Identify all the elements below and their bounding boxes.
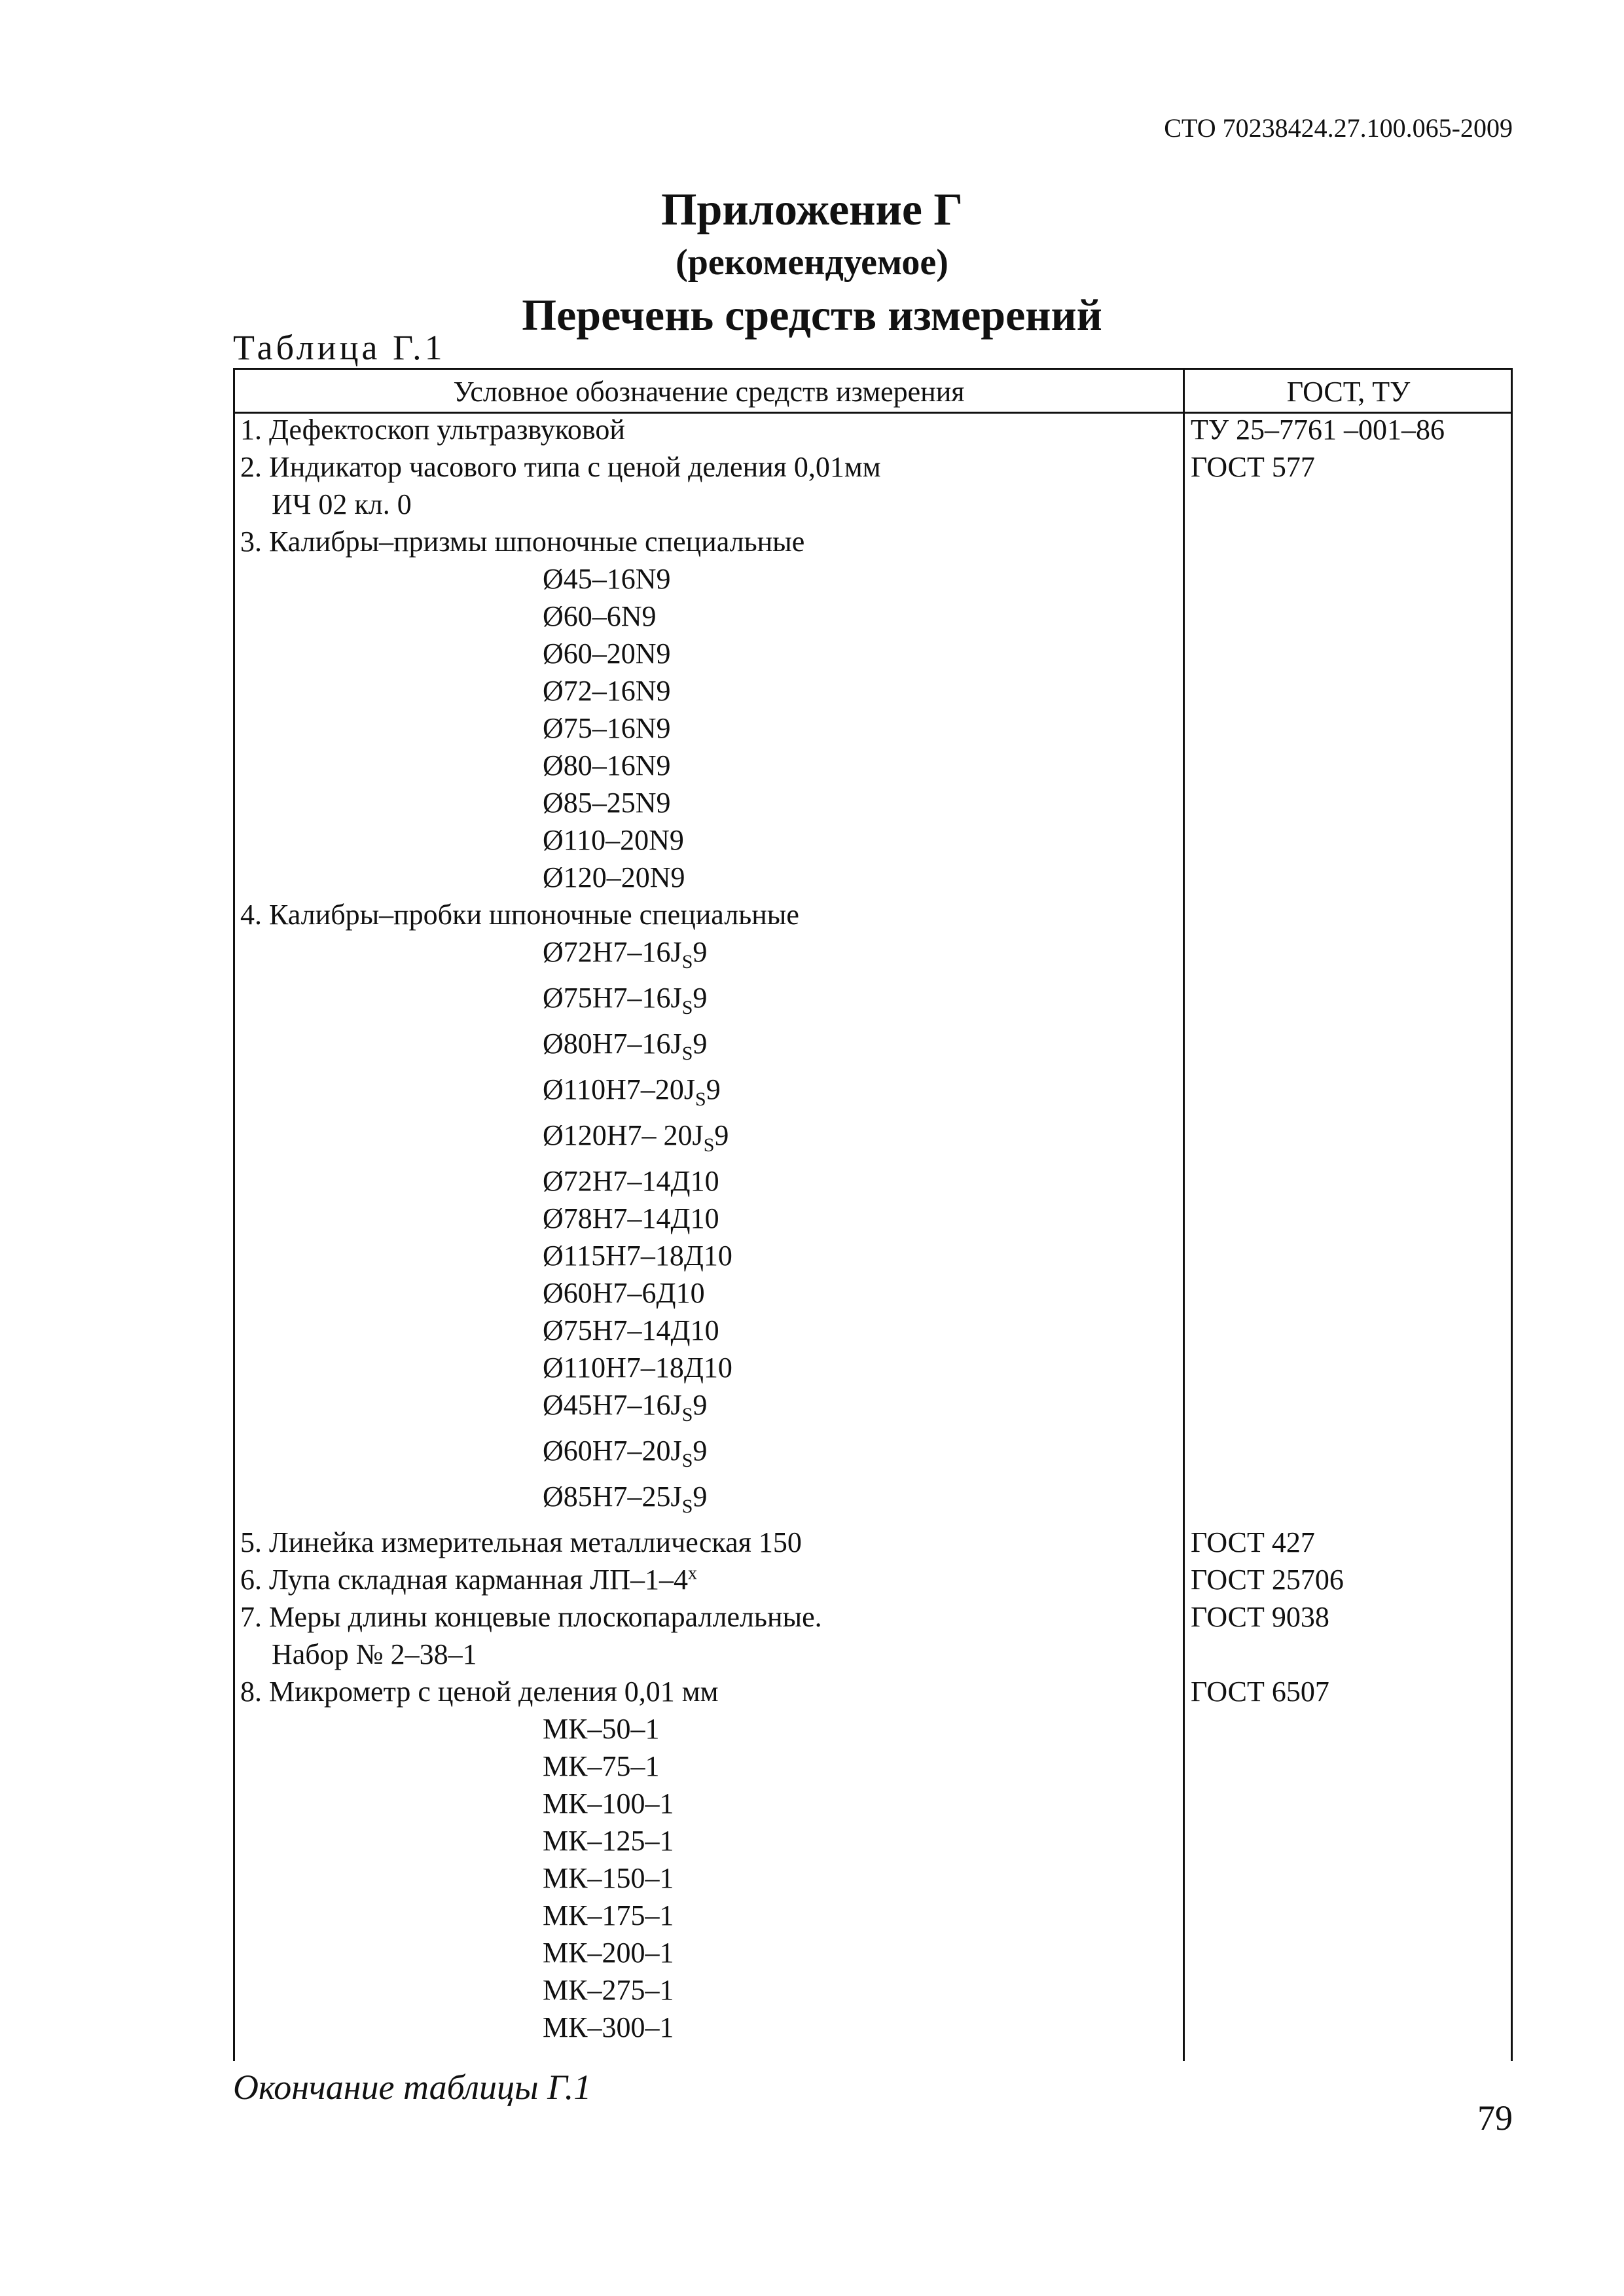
table-row <box>235 637 1511 674</box>
table-row <box>235 2011 1511 2048</box>
designation-text: МК–200–1 <box>543 1937 674 1969</box>
table-row <box>235 1787 1511 1824</box>
designation-cell <box>543 1712 659 1746</box>
table-continuation-label: Окончание таблицы Г.1 <box>233 2068 592 2107</box>
designation-text: 2. Индикатор часового типа с ценой деления 0,01мм <box>240 451 881 483</box>
appendix-subtitle: (рекомендуемое) <box>676 242 948 283</box>
designation-text: Ø45Н7–16J <box>543 1389 682 1421</box>
table-row <box>235 786 1511 823</box>
table-body <box>235 413 1511 2048</box>
designation-text: МК–125–1 <box>543 1825 674 1857</box>
designation-cell <box>240 1526 802 1559</box>
designation-cell <box>543 1164 719 1198</box>
designation-cell <box>272 1638 477 1671</box>
table-row <box>235 823 1511 861</box>
designation-cell <box>240 450 881 484</box>
list-title: Перечень средств измерений <box>522 290 1102 340</box>
designation-text: МК–75–1 <box>543 1750 660 1782</box>
table-row <box>235 861 1511 898</box>
designation-cell <box>543 1073 721 1111</box>
designation-text: 7. Меры длины концевые плоскопараллельные. <box>240 1601 822 1633</box>
table-row <box>235 935 1511 981</box>
page-number: 79 <box>1477 2098 1513 2138</box>
designation-cell <box>543 600 657 633</box>
instruments-table <box>233 368 1513 2061</box>
designation-text: Ø120Н7– 20J <box>543 1119 704 1151</box>
designation-cell <box>240 525 804 558</box>
table-row <box>235 898 1511 935</box>
subscript: S <box>703 1134 715 1156</box>
table-row <box>235 711 1511 749</box>
table-row <box>235 1824 1511 1861</box>
designation-text: Ø78Н7–14Д10 <box>543 1202 719 1234</box>
table-row <box>235 413 1511 450</box>
designation-cell <box>240 413 625 446</box>
designation-suffix: 9 <box>693 1028 708 1060</box>
table-row <box>235 1164 1511 1202</box>
gost-cell: ГОСТ 9038 <box>1191 1601 1329 1633</box>
designation-text: Ø60–20N9 <box>543 637 671 670</box>
designation-suffix: 9 <box>706 1073 721 1105</box>
table-row <box>235 1434 1511 1480</box>
designation-cell <box>240 1600 822 1634</box>
designation-text: Ø80Н7–16J <box>543 1028 682 1060</box>
designation-text: Ø120–20N9 <box>543 861 685 893</box>
designation-text: Ø85Н7–25J <box>543 1480 682 1513</box>
designation-text: МК–100–1 <box>543 1787 674 1820</box>
designation-text: 3. Калибры–призмы шпоночные специальные <box>240 526 805 558</box>
table-row <box>235 1314 1511 1351</box>
title-block <box>0 182 1624 343</box>
designation-text: Ø75Н7–16J <box>543 982 682 1014</box>
designation-text: 1. Дефектоскоп ультразвуковой <box>240 414 625 446</box>
superscript: x <box>688 1563 698 1584</box>
designation-text: 6. Лупа складная карманная ЛП–1–4 <box>240 1564 689 1596</box>
designation-cell <box>543 1119 729 1157</box>
table-row <box>235 1239 1511 1276</box>
designation-text: Ø72–16N9 <box>543 675 671 707</box>
table-row <box>235 674 1511 711</box>
designation-text: Ø72Н7–16J <box>543 936 682 968</box>
designation-text: Ø110–20N9 <box>543 824 684 856</box>
designation-text: Ø110Н7–18Д10 <box>543 1352 732 1384</box>
subscript: S <box>681 950 693 973</box>
designation-text: МК–50–1 <box>543 1713 660 1745</box>
designation-text: Ø75–16N9 <box>543 712 671 744</box>
designation-text: Ø60Н7–6Д10 <box>543 1277 705 1309</box>
designation-suffix: 9 <box>693 936 708 968</box>
subscript: S <box>681 1495 693 1517</box>
designation-cell <box>543 823 684 857</box>
designation-cell <box>543 1787 674 1820</box>
designation-cell <box>543 1480 707 1518</box>
designation-cell <box>543 981 707 1019</box>
header-gost: ГОСТ, ТУ <box>1286 376 1411 408</box>
table-header <box>235 370 1511 414</box>
document-code: СТО 70238424.27.100.065-2009 <box>1164 113 1513 143</box>
table-row <box>235 1388 1511 1434</box>
designation-cell <box>543 1351 732 1384</box>
designation-cell <box>543 749 671 782</box>
table-row <box>235 1480 1511 1526</box>
gost-cell: ГОСТ 6507 <box>1191 1676 1329 1708</box>
table-caption: Таблица Г.1 <box>233 328 446 367</box>
table-row <box>235 525 1511 562</box>
table-row <box>235 1861 1511 1899</box>
table-row <box>235 749 1511 786</box>
gost-cell: ГОСТ 427 <box>1191 1526 1315 1558</box>
designation-cell <box>543 2011 674 2044</box>
table-row <box>235 562 1511 600</box>
designation-text: Ø75Н7–14Д10 <box>543 1314 719 1346</box>
designation-suffix: 9 <box>693 1480 708 1513</box>
designation-suffix: 9 <box>693 1389 708 1421</box>
designation-text: Ø45–16N9 <box>543 563 671 595</box>
table-row <box>235 1073 1511 1119</box>
designation-cell <box>543 1027 707 1065</box>
table-row <box>235 1276 1511 1314</box>
designation-cell <box>543 1973 674 2007</box>
subscript: S <box>681 1403 693 1426</box>
designation-cell <box>543 1899 674 1932</box>
table-row <box>235 981 1511 1027</box>
designation-cell <box>543 637 671 670</box>
table-row <box>235 1899 1511 1936</box>
table-row <box>235 1351 1511 1388</box>
designation-text: МК–150–1 <box>543 1862 674 1894</box>
designation-cell <box>543 786 671 819</box>
designation-text: Ø60Н7–20J <box>543 1435 682 1467</box>
table-row <box>235 1119 1511 1164</box>
designation-text: 8. Микрометр с ценой деления 0,01 мм <box>240 1676 719 1708</box>
table-row <box>235 1973 1511 2011</box>
designation-cell <box>543 1239 732 1272</box>
designation-cell <box>543 1936 674 1969</box>
table-row <box>235 1749 1511 1787</box>
table-row <box>235 450 1511 488</box>
gost-cell: ТУ 25–7761 –001–86 <box>1191 414 1445 446</box>
designation-text: Набор № 2–38–1 <box>272 1638 477 1670</box>
designation-cell <box>543 1314 719 1347</box>
subscript: S <box>695 1088 706 1110</box>
table-row <box>235 600 1511 637</box>
designation-text: Ø110Н7–20J <box>543 1073 696 1105</box>
designation-suffix: 9 <box>693 982 708 1014</box>
designation-cell <box>272 488 412 521</box>
designation-text: Ø80–16N9 <box>543 749 671 781</box>
designation-cell <box>543 1861 674 1895</box>
table-row <box>235 1526 1511 1563</box>
designation-cell <box>543 1276 705 1310</box>
table-row <box>235 1638 1511 1675</box>
designation-text: Ø85–25N9 <box>543 787 671 819</box>
designation-cell <box>543 1434 707 1472</box>
table-row <box>235 1600 1511 1638</box>
designation-cell <box>543 674 671 708</box>
designation-cell <box>543 1749 659 1783</box>
table-row <box>235 1675 1511 1712</box>
designation-cell <box>543 1388 707 1426</box>
designation-text: Ø72Н7–14Д10 <box>543 1165 719 1197</box>
designation-cell <box>240 898 799 931</box>
designation-text: МК–175–1 <box>543 1899 674 1931</box>
table-row <box>235 488 1511 525</box>
subscript: S <box>681 1449 693 1471</box>
gost-cell: ГОСТ 25706 <box>1191 1564 1344 1596</box>
designation-cell <box>543 935 707 973</box>
appendix-title: Приложение Г <box>661 185 963 235</box>
designation-text: 5. Линейка измерительная металлическая 150 <box>240 1526 802 1558</box>
gost-cell: ГОСТ 577 <box>1191 451 1315 483</box>
table-row <box>235 1563 1511 1600</box>
designation-suffix: 9 <box>693 1435 708 1467</box>
subscript: S <box>681 1042 693 1064</box>
designation-text: 4. Калибры–пробки шпоночные специальные <box>240 899 799 931</box>
designation-text: МК–300–1 <box>543 2011 674 2043</box>
designation-text: ИЧ 02 кл. 0 <box>272 488 412 520</box>
table-row <box>235 1202 1511 1239</box>
header-designation: Условное обозначение средств измерения <box>453 376 965 408</box>
table-row <box>235 1027 1511 1073</box>
designation-cell <box>543 562 671 596</box>
table-row <box>235 1712 1511 1749</box>
designation-text: Ø60–6N9 <box>543 600 657 632</box>
designation-suffix: 9 <box>714 1119 729 1151</box>
subscript: S <box>681 996 693 1018</box>
designation-text: МК–275–1 <box>543 1974 674 2006</box>
designation-cell <box>240 1563 697 1596</box>
designation-cell <box>240 1675 718 1708</box>
designation-cell <box>543 1824 674 1857</box>
designation-cell <box>543 861 685 894</box>
table-row <box>235 1936 1511 1973</box>
designation-cell <box>543 1202 719 1235</box>
designation-text: Ø115Н7–18Д10 <box>543 1240 732 1272</box>
designation-cell <box>543 711 671 745</box>
